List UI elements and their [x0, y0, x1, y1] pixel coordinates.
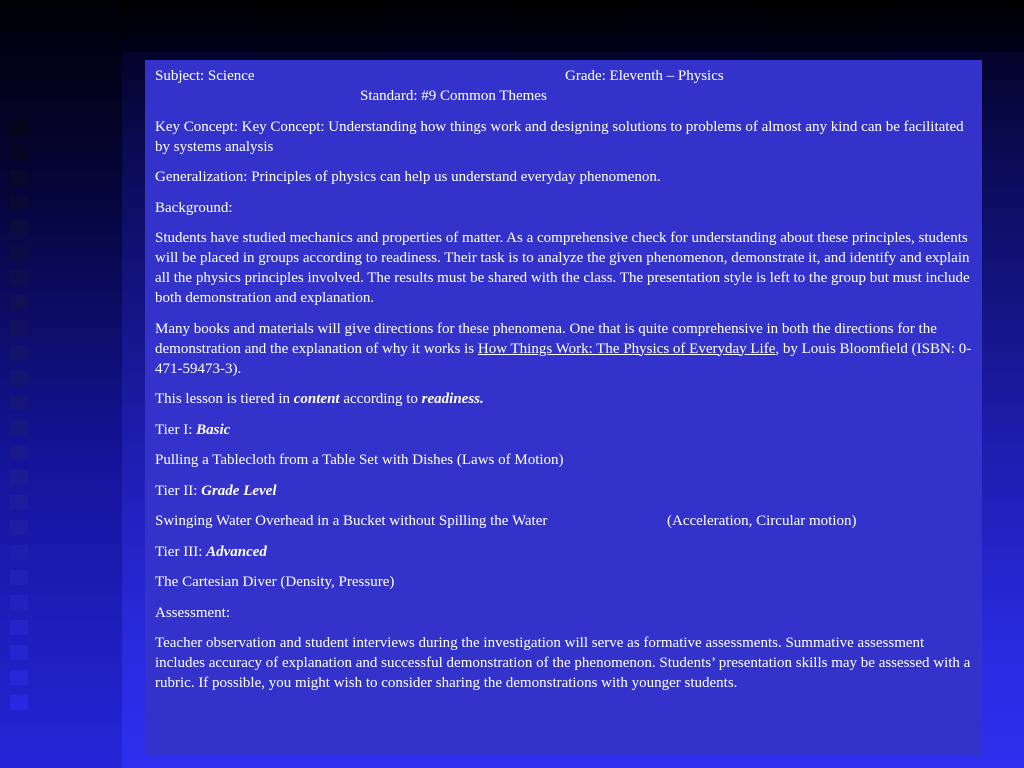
decor-square — [10, 220, 28, 235]
lesson-text-box — [145, 60, 982, 755]
assessment-text: Teacher observation and student interviews during the investigation will serve as formative assessments. Summative assessment includes accuracy of explanation and successful demonstration of the phenomenon. Students’ presentation skills may be assessed with a rubric. If possible, you might wish to consider sharing the demonstrations with younger students. — [155, 635, 971, 691]
standard-label: Standard: #9 Common Themes — [360, 88, 547, 104]
tiered-paragraph — [155, 389, 972, 409]
background-text: Students have studied mechanics and properties of matter. As a comprehensive check for understanding about these principles, students will be placed in groups according to readiness. Their task is to analyze the given phenomenon, demonstrate it, and identify and explain all the physics principles involved. The results must be shared with the class. The presentation style is left to the group but must include both demonstration and explanation. — [155, 230, 970, 306]
decor-square — [10, 120, 28, 135]
decor-squares — [6, 120, 50, 720]
tier-3-label: Tier III: — [155, 543, 207, 560]
decor-square — [10, 295, 28, 310]
tier-3-heading — [155, 542, 972, 562]
header-line — [155, 66, 972, 86]
generalization: Generalization: Principles of physics can help us understand everyday phenomenon. — [155, 169, 661, 185]
book-title-link[interactable]: How Things Work: The Physics of Everyday Life — [477, 340, 776, 357]
decor-square — [10, 245, 28, 260]
tier-1-topic: Pulling a Tablecloth from a Table Set with Dishes (Laws of Motion) — [155, 452, 564, 468]
assessment-heading: Assessment: — [155, 604, 230, 621]
decor-square — [10, 520, 28, 535]
background-heading: Background: — [155, 199, 233, 216]
tiered-prefix: This lesson is tiered in — [155, 391, 294, 407]
decor-square — [10, 495, 28, 510]
decor-square — [10, 570, 28, 585]
grade-label: Grade: Eleventh – Physics — [565, 68, 724, 84]
decor-square — [10, 270, 28, 285]
decor-square — [10, 395, 28, 410]
decor-square — [10, 545, 28, 560]
tier-2-topic: Swinging Water Overhead in a Bucket without Spilling the Water — [155, 513, 548, 529]
tier-1-level: Basic — [196, 421, 231, 438]
decor-square — [10, 170, 28, 185]
decor-square — [10, 445, 28, 460]
tier-2-heading — [155, 481, 972, 501]
decor-square — [10, 595, 28, 610]
decor-square — [10, 670, 28, 685]
standard-line — [155, 86, 972, 106]
decor-square — [10, 345, 28, 360]
decor-square — [10, 470, 28, 485]
subject-label: Subject: Science — [155, 68, 255, 84]
decor-square — [10, 695, 28, 710]
tier-3-topic: The Cartesian Diver (Density, Pressure) — [155, 574, 395, 590]
books-text-after: , by Louis Bloomfield (ISBN: 0-471-59473-3). — [155, 340, 972, 377]
decor-square — [10, 420, 28, 435]
tier-2-label: Tier II: — [155, 482, 202, 499]
books-text-before: Many books and materials will give directions for these phenomena. One that is quite comprehensive in both the directions for the demonstration and the explanation of why it works is — [155, 320, 937, 357]
top-band — [122, 0, 1024, 52]
books-paragraph — [155, 319, 972, 379]
tier-2-line — [155, 511, 972, 531]
readiness-word: readiness. — [421, 391, 484, 407]
decor-square — [10, 320, 28, 335]
tier-2-concepts: (Acceleration, Circular motion) — [667, 513, 857, 529]
decor-square — [10, 195, 28, 210]
decor-square — [10, 145, 28, 160]
left-decor-strip — [0, 0, 122, 768]
decor-square — [10, 370, 28, 385]
decor-square — [10, 620, 28, 635]
content-word: content — [293, 391, 340, 407]
tier-3-level: Advanced — [206, 543, 267, 560]
tier-2-level: Grade Level — [201, 482, 277, 499]
decor-square — [10, 645, 28, 660]
tier-1-heading — [155, 420, 972, 440]
tiered-middle: according to — [339, 391, 422, 407]
tier-1-label: Tier I: — [155, 421, 197, 438]
key-concept: Key Concept: Key Concept: Understanding how things work and designing solutions to problems of almost any kind can be facilitated by systems analysis — [155, 118, 964, 155]
